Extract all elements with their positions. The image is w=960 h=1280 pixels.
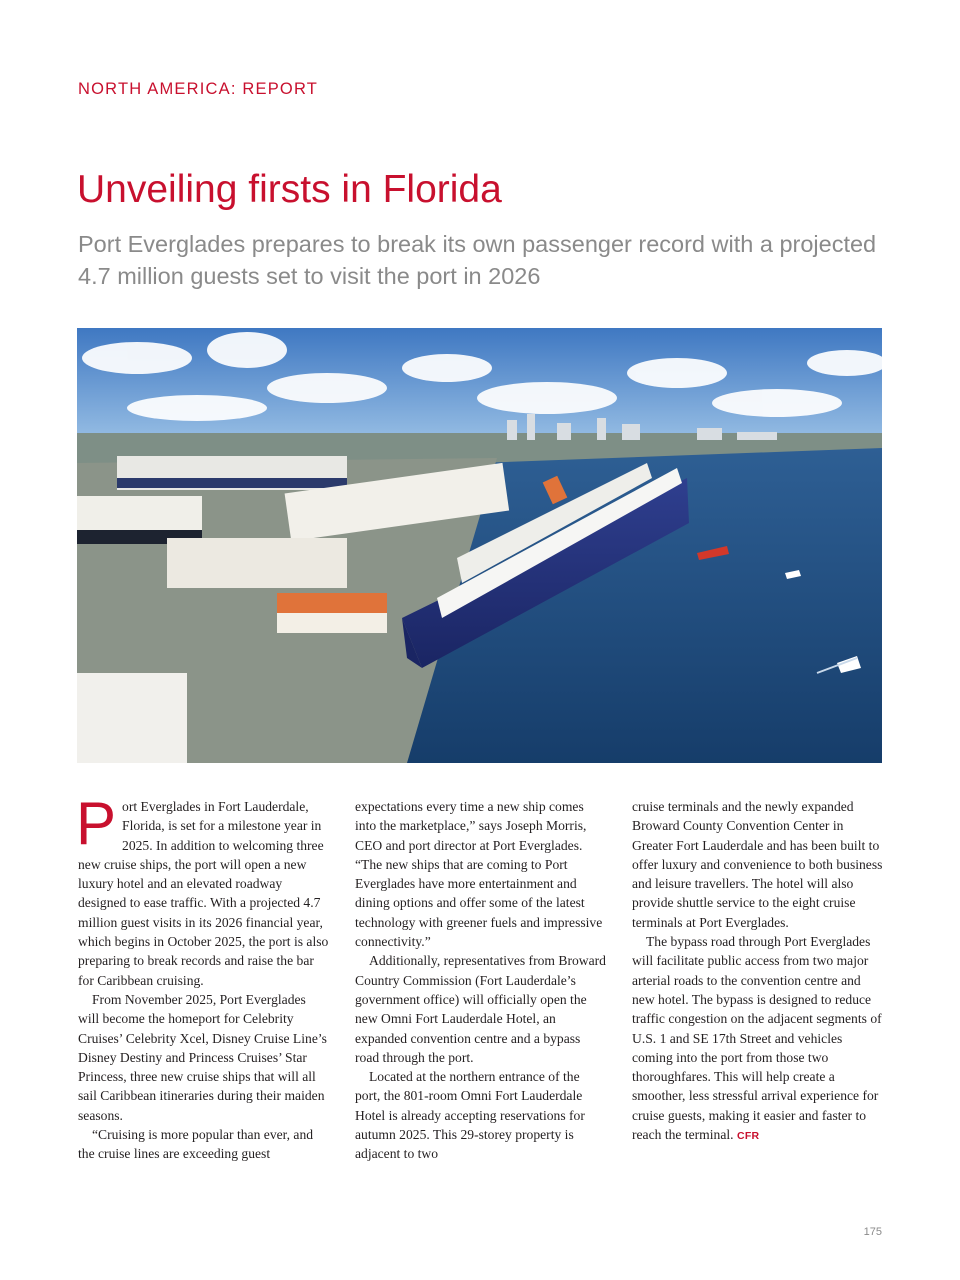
hero-photo-illustration [77,328,882,763]
article-subtitle: Port Everglades prepares to break its own passenger record with a projected 4.7 million guests set to visit the port in 2026 [78,231,877,289]
section-label: NORTH AMERICA: REPORT [78,80,319,98]
paragraph: From November 2025, Port Everglades will become the homeport for Celebrity Cruises’ Celebrity Xcel, Disney Cruise Line’s Disney Destiny and Princess Cruises’ Star Princess, three new cruise ships that will all sail Caribbean itineraries during their maiden seasons. [78,991,327,1123]
paragraph: cruise terminals and the newly expanded Broward County Convention Center in Greater Fort Lauderdale and has been built to offer luxury and convenience to both business and leisure travellers. The hotel will also provide shuttle service to the eight cruise terminals at Port Everglades. [632,799,883,930]
author-signoff: CFR [736,1130,760,1143]
paragraph [632,932,884,1146]
hero-photo-cruise-port [77,328,882,763]
paragraph: expectations every time a new ship comes into the marketplace,” says Joseph Morris, CEO and port director at Port Everglades. “The new ships that are coming to Port Everglades have more entertainment and dining options and offer some of the latest technology with greener fuels and impressive connectivity.” [355,799,603,950]
body-column-2 [355,797,607,1164]
page-number: 175 [863,1226,882,1238]
paragraph-text: ort Everglades in Fort Lauderdale, Florida, is set for a milestone year in 2025. In addition to welcoming three new cruise ships, the port will open a new luxury hotel and an elevated roadway designed to ease traffic. With a projected 4.7 million guest visits in its 2026 financial year, which begins in October 2025, the port is also preparing to break records and raise the bar for Caribbean cruising. [78,799,329,988]
article-title: Unveiling firsts in Florida [77,168,502,211]
paragraph: Located at the northern entrance of the port, the 801-room Omni Fort Lauderdale Hotel is already accepting reservations for autumn 2025. This 29-storey property is adjacent to two [355,1069,585,1162]
drop-cap: P [76,790,117,857]
body-column-1 [76,790,330,1164]
paragraph-text: The bypass road through Port Everglades will facilitate public access from two major arterial roads to the convention centre and new hotel. The bypass is designed to reduce traffic congestion on the adjacent segments of U.S. 1 and SE 17th Street and vehicles coming into the port from those two thoroughfares. This will help create a smoother, less stressful arrival experience for cruise guests, making it easier and faster to reach the terminal. [632,934,882,1143]
paragraph: Additionally, representatives from Broward Country Commission (Fort Lauderdale’s government office) will officially open the new Omni Fort Lauderdale Hotel, an expanded convention centre and a bypass road through the port. [355,953,606,1065]
paragraph: “Cruising is more popular than ever, and the cruise lines are exceeding guest [78,1127,314,1162]
body-column-3 [632,797,884,1146]
paragraph [76,790,330,990]
